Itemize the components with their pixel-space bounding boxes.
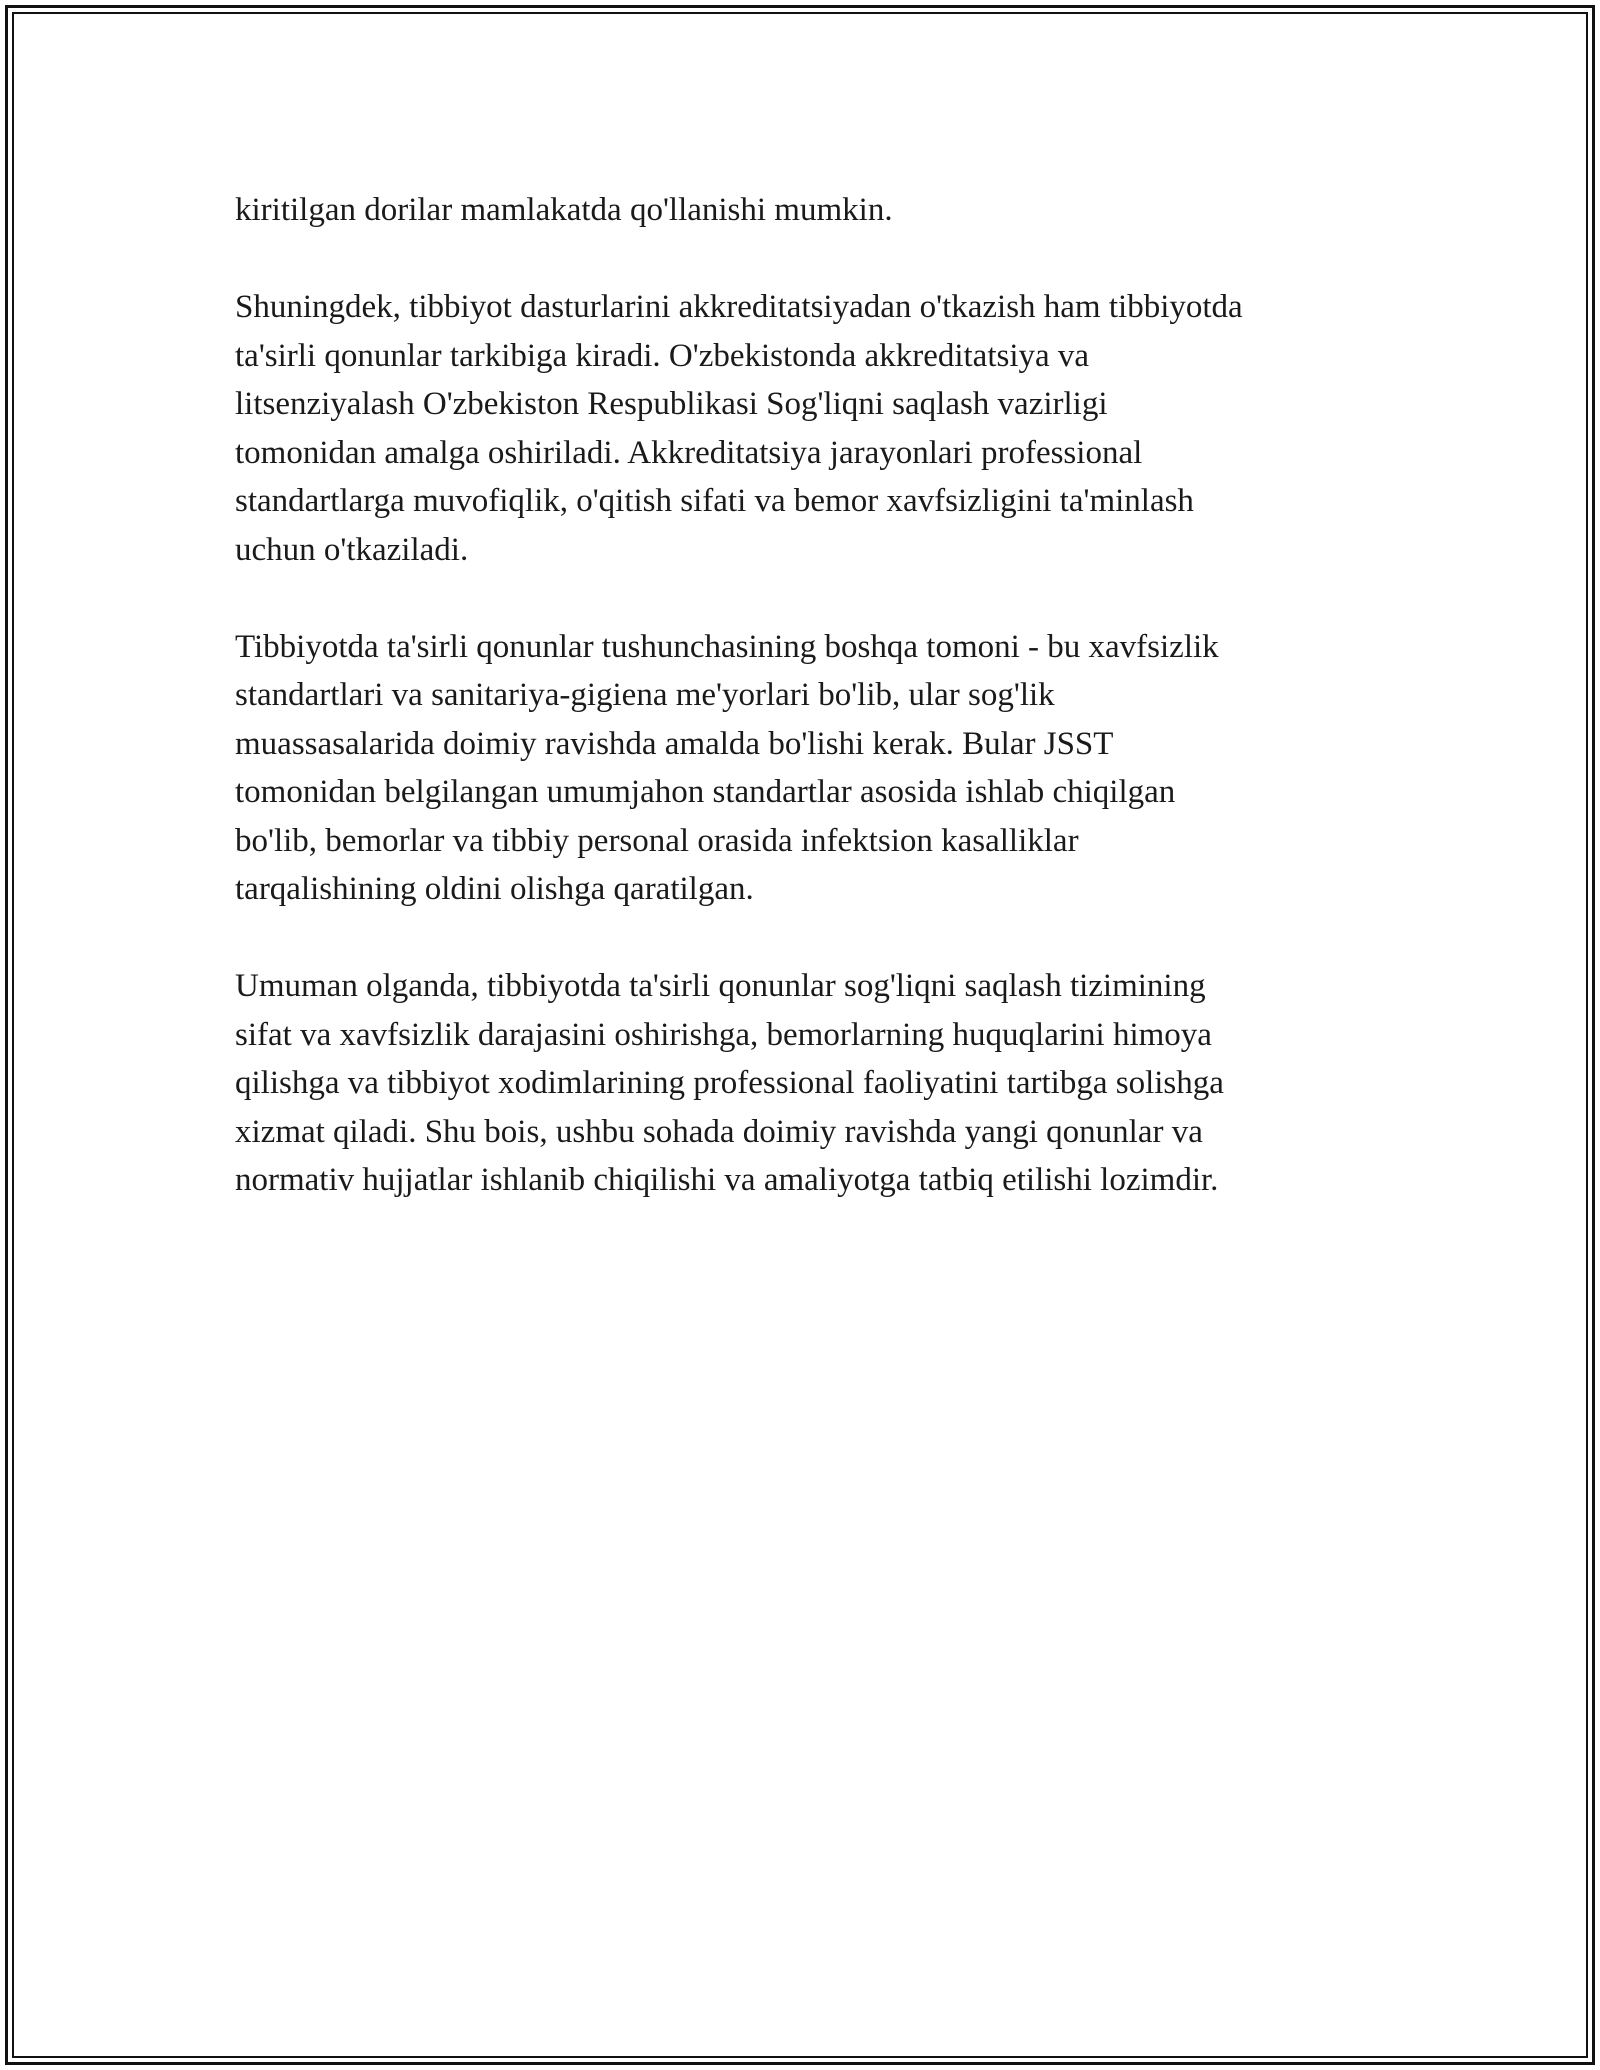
text-line: tomonidan belgilangan umumjahon standartlar asosida ishlab chiqilgan — [235, 774, 1176, 810]
text-line: litsenziyalash O'zbekiston Respublikasi Sog'liqni saqlash vazirligi — [235, 386, 1108, 422]
text-line: bo'lib, bemorlar va tibbiy personal orasida infektsion kasalliklar — [235, 822, 1079, 859]
document-body — [235, 186, 1385, 1253]
text-line: qilishga va tibbiyot xodimlarining professional faoliyatini tartibga solishga — [235, 1065, 1224, 1101]
text-line: uchun o'tkaziladi. — [235, 531, 469, 568]
text-line: standartlari va sanitariya-gigiena me'yorlari bo'lib, ular sog'lik — [235, 677, 1055, 713]
text-line: Tibbiyotda ta'sirli qonunlar tushunchasining boshqa tomoni - bu xavfsizlik — [235, 628, 1219, 665]
text-line: ta'sirli qonunlar tarkibiga kiradi. O'zbekistonda akkreditatsiya va — [235, 337, 1090, 374]
text-line: muassasalarida doimiy ravishda amalda bo'lishi kerak. Bular JSST — [235, 725, 1114, 762]
paragraph — [235, 186, 1385, 235]
text-line: Shuningdek, tibbiyot dasturlarini akkreditatsiyadan o'tkazish ham tibbiyotda — [235, 289, 1243, 325]
text-line: normativ hujjatlar ishlanib chiqilishi va amaliyotga tatbiq etilishi lozimdir. — [235, 1162, 1219, 1198]
paragraph — [235, 962, 1385, 1205]
text-line: xizmat qiladi. Shu bois, ushbu sohada doimiy ravishda yangi qonunlar va — [235, 1113, 1203, 1150]
text-line: tomonidan amalga oshiriladi. Akkreditatsiya jarayonlari professional — [235, 434, 1143, 471]
text-line: kiritilgan dorilar mamlakatda qo'llanishi mumkin. — [235, 192, 893, 228]
text-line: tarqalishining oldini olishga qaratilgan. — [235, 871, 754, 907]
paragraph — [235, 283, 1385, 574]
text-line: sifat va xavfsizlik darajasini oshirishga, bemorlarning huquqlarini himoya — [235, 1016, 1212, 1053]
text-line: Umuman olganda, tibbiyotda ta'sirli qonunlar sog'liqni saqlash tizimining — [235, 968, 1206, 1004]
text-line: standartlarga muvofiqlik, o'qitish sifati va bemor xavfsizligini ta'minlash — [235, 483, 1194, 519]
paragraph — [235, 623, 1385, 914]
